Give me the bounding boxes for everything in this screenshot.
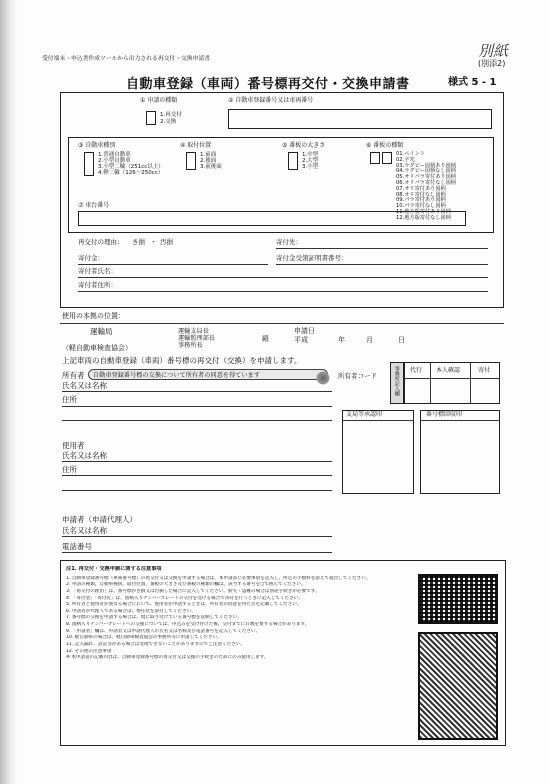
reason-option-2[interactable]: 汚損 [160,238,173,246]
scan-shadow [0,0,18,784]
plate-kind-option-8: 08.オリ寄付なし図柄 [396,191,446,198]
inspection-association-label: （軽自動車検査協会） [62,344,132,352]
office-row-divider [404,378,500,379]
registration-number-input[interactable] [228,109,492,129]
mount-position-option-2: 2.後面 [200,158,217,164]
donation-destination-label: 寄付先： [276,238,302,246]
vehicle-type-option-4: 4.軽二輪（126～250cc） [98,170,164,176]
section1-label: ① 申請の種類 [140,97,178,104]
plate-size-box[interactable] [288,152,298,170]
note-line: ※ 本申請書の記載内容は、自動車登録番号標の再交付又は交換の手続きのためにのみ使用します。 [66,655,269,661]
plate-kind-option-5: 05.オリパラ寄付あり図柄 [396,174,456,181]
date-era: 平成 [294,336,308,344]
section7-label: ⑦ 車台番号 [78,202,110,209]
office-col-divider-1 [430,362,431,404]
plate-size-option-1: 1.中型 [302,152,319,158]
note-line: 11. 記入漏れ、誤記等がある場合は受理できないことがありますのでご注意ください。 [66,642,246,648]
notes-block [66,566,410,742]
reason-option-1[interactable]: き損 [132,238,145,246]
applicant-tel-label: 電話番号 [62,542,92,551]
date-month: 月 [366,336,373,344]
owner-name-line[interactable] [62,391,332,392]
application-type-option-1: 1.再交付 [160,112,182,118]
plate-kind-option-12: 12.地方版寄付なし図柄 [396,214,451,221]
branch-line-2: 運輸監理部長 [178,335,216,342]
mount-position-option-3: 3.前後面 [200,164,222,170]
branch-approval-stamp-box [342,410,414,494]
plate-kind-option-10: 10.パラ寄付なし図柄 [396,203,446,210]
note-line: 5. 所有者と使用者が異なる場合において、使用者が申請するときは、所有者の同意を得た旨を記載してください。 [66,602,302,608]
mount-position-option-1: 1.前面 [200,152,217,158]
date-year: 年 [338,336,345,344]
donor-address-label: 寄付者住所： [78,281,117,289]
section3-label: ③ 自動車種別 [78,142,116,149]
qr-code-top [418,574,498,624]
plate-size-option-3: 3.小型 [302,164,319,170]
qr-code-bottom [418,632,498,740]
note-line: 7. 番号標の交換を申請する場合は、現に取り付けている番号標を返納してください。 [66,615,242,621]
plate-kind-box-1[interactable] [370,152,380,164]
donor-name-label: 寄付者氏名： [78,267,117,275]
base-location-line[interactable] [60,323,504,324]
vehicle-type-box[interactable] [84,152,94,176]
handwritten-sub-annotation: (別添2) [478,59,506,68]
applicant-tel-line[interactable] [62,552,332,553]
plate-collection-stamp-box [420,410,500,494]
plate-collection-divider [420,420,500,421]
section2-label: ② 自動車登録番号又は車両番号 [228,97,314,104]
declaration-text: 上記車両の自動車登録（車両）番号標の再交付（交換）を申請します。 [62,356,302,365]
handwritten-annotation: 別紙 [478,42,509,60]
user-address-line-2[interactable] [62,490,332,491]
office-col-donation: 寄付 [478,367,491,374]
donor-name-line[interactable] [78,277,488,278]
dono-label: 殿 [262,335,269,343]
donation-amount-line[interactable] [78,264,268,265]
branch-approval-divider [342,420,414,421]
transport-bureau-label: 運輸局 [90,327,113,336]
mount-position-box[interactable] [186,152,196,170]
office-use-vertical-label-box [390,362,404,404]
section6-label: ⑥ 番板の種類 [366,142,404,149]
user-address-label: 住所 [62,465,77,474]
note-line: 4. 「寄付金」「寄付先」は、図柄入りナンバープレートの交付を受ける場合で寄付を行うときに記入してください。 [66,595,303,601]
note-line: 10. 軽自動車の場合は、軽自動車検査協会の事務所等に申請してください。 [66,635,222,641]
owner-consent-text: 自動車登録番号標の交換について所有者の同意を得ています [93,372,260,379]
note-line: 12. その他の注意事項 [66,648,112,654]
donation-certificate-line[interactable] [276,264,488,265]
owner-address-line-2[interactable] [62,420,332,421]
applicant-name-label: 氏名又は名称 [62,526,107,535]
note-line: 9. 「申請者」欄は、申請者又は申請代理人の氏名又は名称及び電話番号を記入してください。 [66,628,261,634]
applicant-name-line[interactable] [62,536,332,537]
owner-consent-stamp [88,369,328,380]
vehicle-type-option-3: 3.小型二輪（251cc以上） [98,164,164,170]
note-line: 注1. 再交付・交換申請に関する注意事項 [66,566,162,572]
application-type-option-2: 2.交換 [160,119,177,125]
office-col-proxy: 代行 [410,367,423,374]
plate-size-option-2: 2.大型 [302,158,319,164]
owner-address-label: 住所 [62,395,77,404]
donation-destination-line[interactable] [276,248,488,249]
user-name-line[interactable] [62,461,332,462]
form-number: 様式 5 - 1 [448,77,497,88]
note-line: 6. 申請者が代理人である場合は、委任状を添付してください。 [66,608,196,614]
note-line: 8. 図柄入りナンバープレートへの交換については、申込みを受け付けた後、交付までに日数を要する場合があります。 [66,622,310,628]
owner-address-line[interactable] [62,406,332,407]
owner-code-label: 所有者コード [338,372,377,380]
branch-line-3: 事務所長 [178,342,203,349]
plate-collection-label: 番号標回収印 [426,411,463,418]
section5-label: ⑤ 番板の大きさ [282,142,326,149]
plate-kind-option-11: 11.地方版寄付あり図柄 [396,209,451,215]
date-day: 日 [398,336,405,344]
office-use-vertical-label: 事務所記入欄 [393,366,400,396]
office-col-identity: 本人確認 [436,367,461,374]
branch-approval-label: 支局等承認印 [346,411,383,418]
donor-address-line[interactable] [78,291,488,292]
plate-kind-option-6: 06.オリパラ寄付なし図柄 [396,180,456,186]
user-name-label: 氏名又は名称 [62,451,107,460]
user-address-line[interactable] [62,475,332,476]
donation-certificate-label: 寄付金受領証明書番号： [276,254,348,262]
plate-kind-option-4: 04.ラグビー図柄なし図柄 [396,168,456,175]
top-note: 受付端末・申込書作成ツールから出力される再交付・交換申請書 [42,56,210,62]
branch-line-1: 運輸支局長 [178,328,209,335]
plate-kind-option-1: 01.ペイント [396,151,425,157]
owner-name-label: 氏名又は名称 [62,381,107,390]
ink-smudge [316,371,330,385]
vehicle-type-option-1: 1.普通自動車 [98,152,131,158]
reason-separator: ・ [150,238,157,246]
plate-kind-option-9: 09.パラ寄付あり図柄 [396,197,446,204]
vehicle-type-option-2: 2.小型自動車 [98,158,131,164]
applicant-label: 申請者（申請代理人） [62,515,137,524]
user-label: 使用者 [62,441,85,450]
office-col-divider-2 [470,362,471,404]
owner-label: 所有者 [62,371,85,380]
plate-kind-box-2[interactable] [382,152,392,164]
application-type-box[interactable] [146,111,156,125]
note-line: 3. 「再交付の理由」は、番号標がき損又は汚損した場合に記入してください。紛失・盗難の場合は別途手続きが必要です。 [66,588,320,594]
plate-kind-option-2: 02.字光 [396,156,415,163]
donation-amount-label: 寄付金： [78,254,104,262]
note-line: 1. 自動車登録番号標（車両番号標）の再交付又は交換を申請する場合は、本申請書に必要事項を記入し、所定の手数料を添えて提出してください。 [66,575,371,581]
application-date-label: 申請日 [294,327,315,335]
chassis-number-input[interactable] [78,211,466,226]
note-line: 2. 申請の種類、自動車種別、取付位置、番板の大きさ及び番板の種類の欄は、該当する番号を○で囲んでください。 [66,582,306,588]
plate-kind-option-3: 03.ラグビー図柄あり図柄 [396,162,456,169]
reason-label: 再交付の理由： [78,238,124,246]
form-title: 自動車登録（車両）番号標再交付・交換申請書 [126,77,410,92]
section4-label: ④ 取付位置 [180,142,212,149]
base-location-label: 使用の本拠の位置： [62,312,125,320]
plate-kind-option-7: 07.オリ寄付あり図柄 [396,185,446,192]
